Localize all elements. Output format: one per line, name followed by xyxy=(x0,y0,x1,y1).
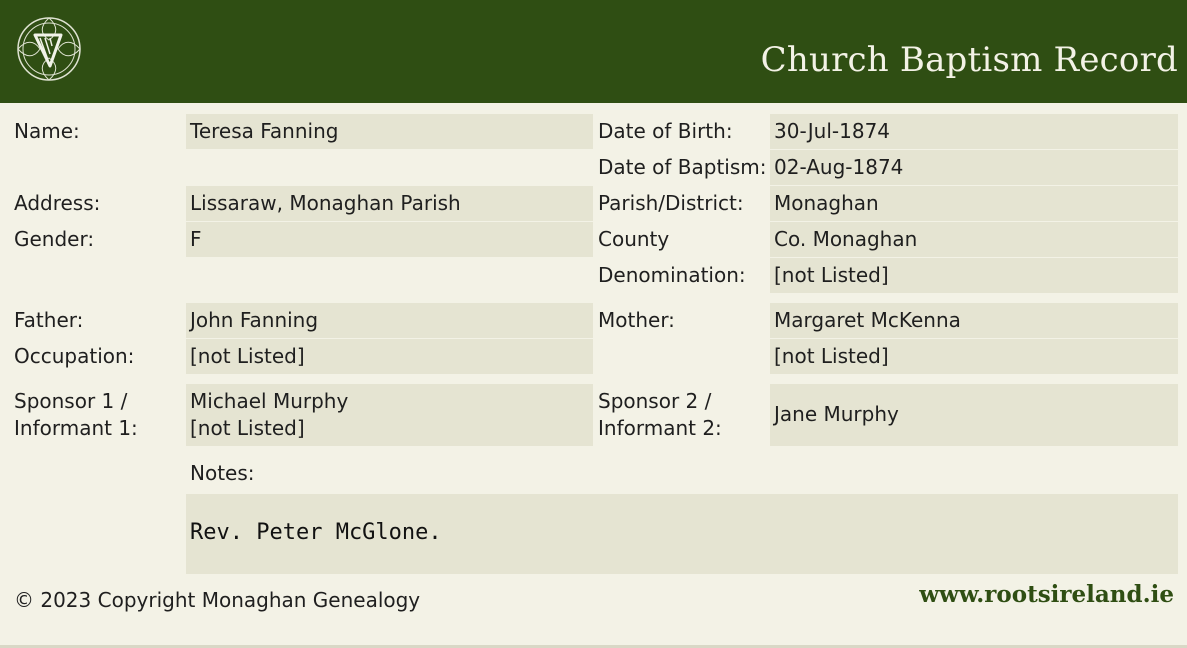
page-title: Church Baptism Record xyxy=(760,40,1178,80)
parish-label: Parish/District: xyxy=(598,191,744,215)
sponsor1-name: Michael Murphy xyxy=(190,389,349,413)
occupation-label: Occupation: xyxy=(14,344,135,368)
parish-value: Monaghan xyxy=(770,186,1178,221)
baptism-date-value: 02-Aug-1874 xyxy=(770,150,1178,185)
harp-logo-icon xyxy=(14,14,84,84)
sponsor2-value: Jane Murphy xyxy=(770,384,1178,446)
mother-value: Margaret McKenna xyxy=(770,303,1178,338)
sponsor1-label-line2: Informant 1: xyxy=(14,416,138,440)
dob-label: Date of Birth: xyxy=(598,119,733,143)
father-label: Father: xyxy=(14,308,84,332)
dob-value: 30-Jul-1874 xyxy=(770,114,1178,149)
address-label: Address: xyxy=(14,191,101,215)
denomination-value: [not Listed] xyxy=(770,258,1178,293)
sponsor1-label-line1: Sponsor 1 / xyxy=(14,389,128,413)
father-value: John Fanning xyxy=(186,303,593,338)
gender-label: Gender: xyxy=(14,227,95,251)
address-value: Lissaraw, Monaghan Parish xyxy=(186,186,593,221)
name-label: Name: xyxy=(14,119,80,143)
sponsor1-value xyxy=(186,384,593,446)
sponsor2-label-line2: Informant 2: xyxy=(598,416,722,440)
sponsor2-label-line1: Sponsor 2 / xyxy=(598,389,712,413)
mother-occupation-value: [not Listed] xyxy=(770,339,1178,374)
baptism-date-label: Date of Baptism: xyxy=(598,155,767,179)
sponsor1-detail: [not Listed] xyxy=(190,416,305,440)
gender-value: F xyxy=(186,222,593,257)
name-value: Teresa Fanning xyxy=(186,114,593,149)
notes-label: Notes: xyxy=(190,461,255,485)
website-link[interactable]: www.rootsireland.ie xyxy=(919,581,1174,608)
header-bar xyxy=(0,0,1187,103)
notes-text: Rev. Peter McGlone. xyxy=(190,520,442,545)
county-label: County xyxy=(598,227,670,251)
denomination-label: Denomination: xyxy=(598,263,746,287)
county-value: Co. Monaghan xyxy=(770,222,1178,257)
mother-label: Mother: xyxy=(598,308,675,332)
father-occupation-value: [not Listed] xyxy=(186,339,593,374)
copyright-text: © 2023 Copyright Monaghan Genealogy xyxy=(14,588,421,612)
